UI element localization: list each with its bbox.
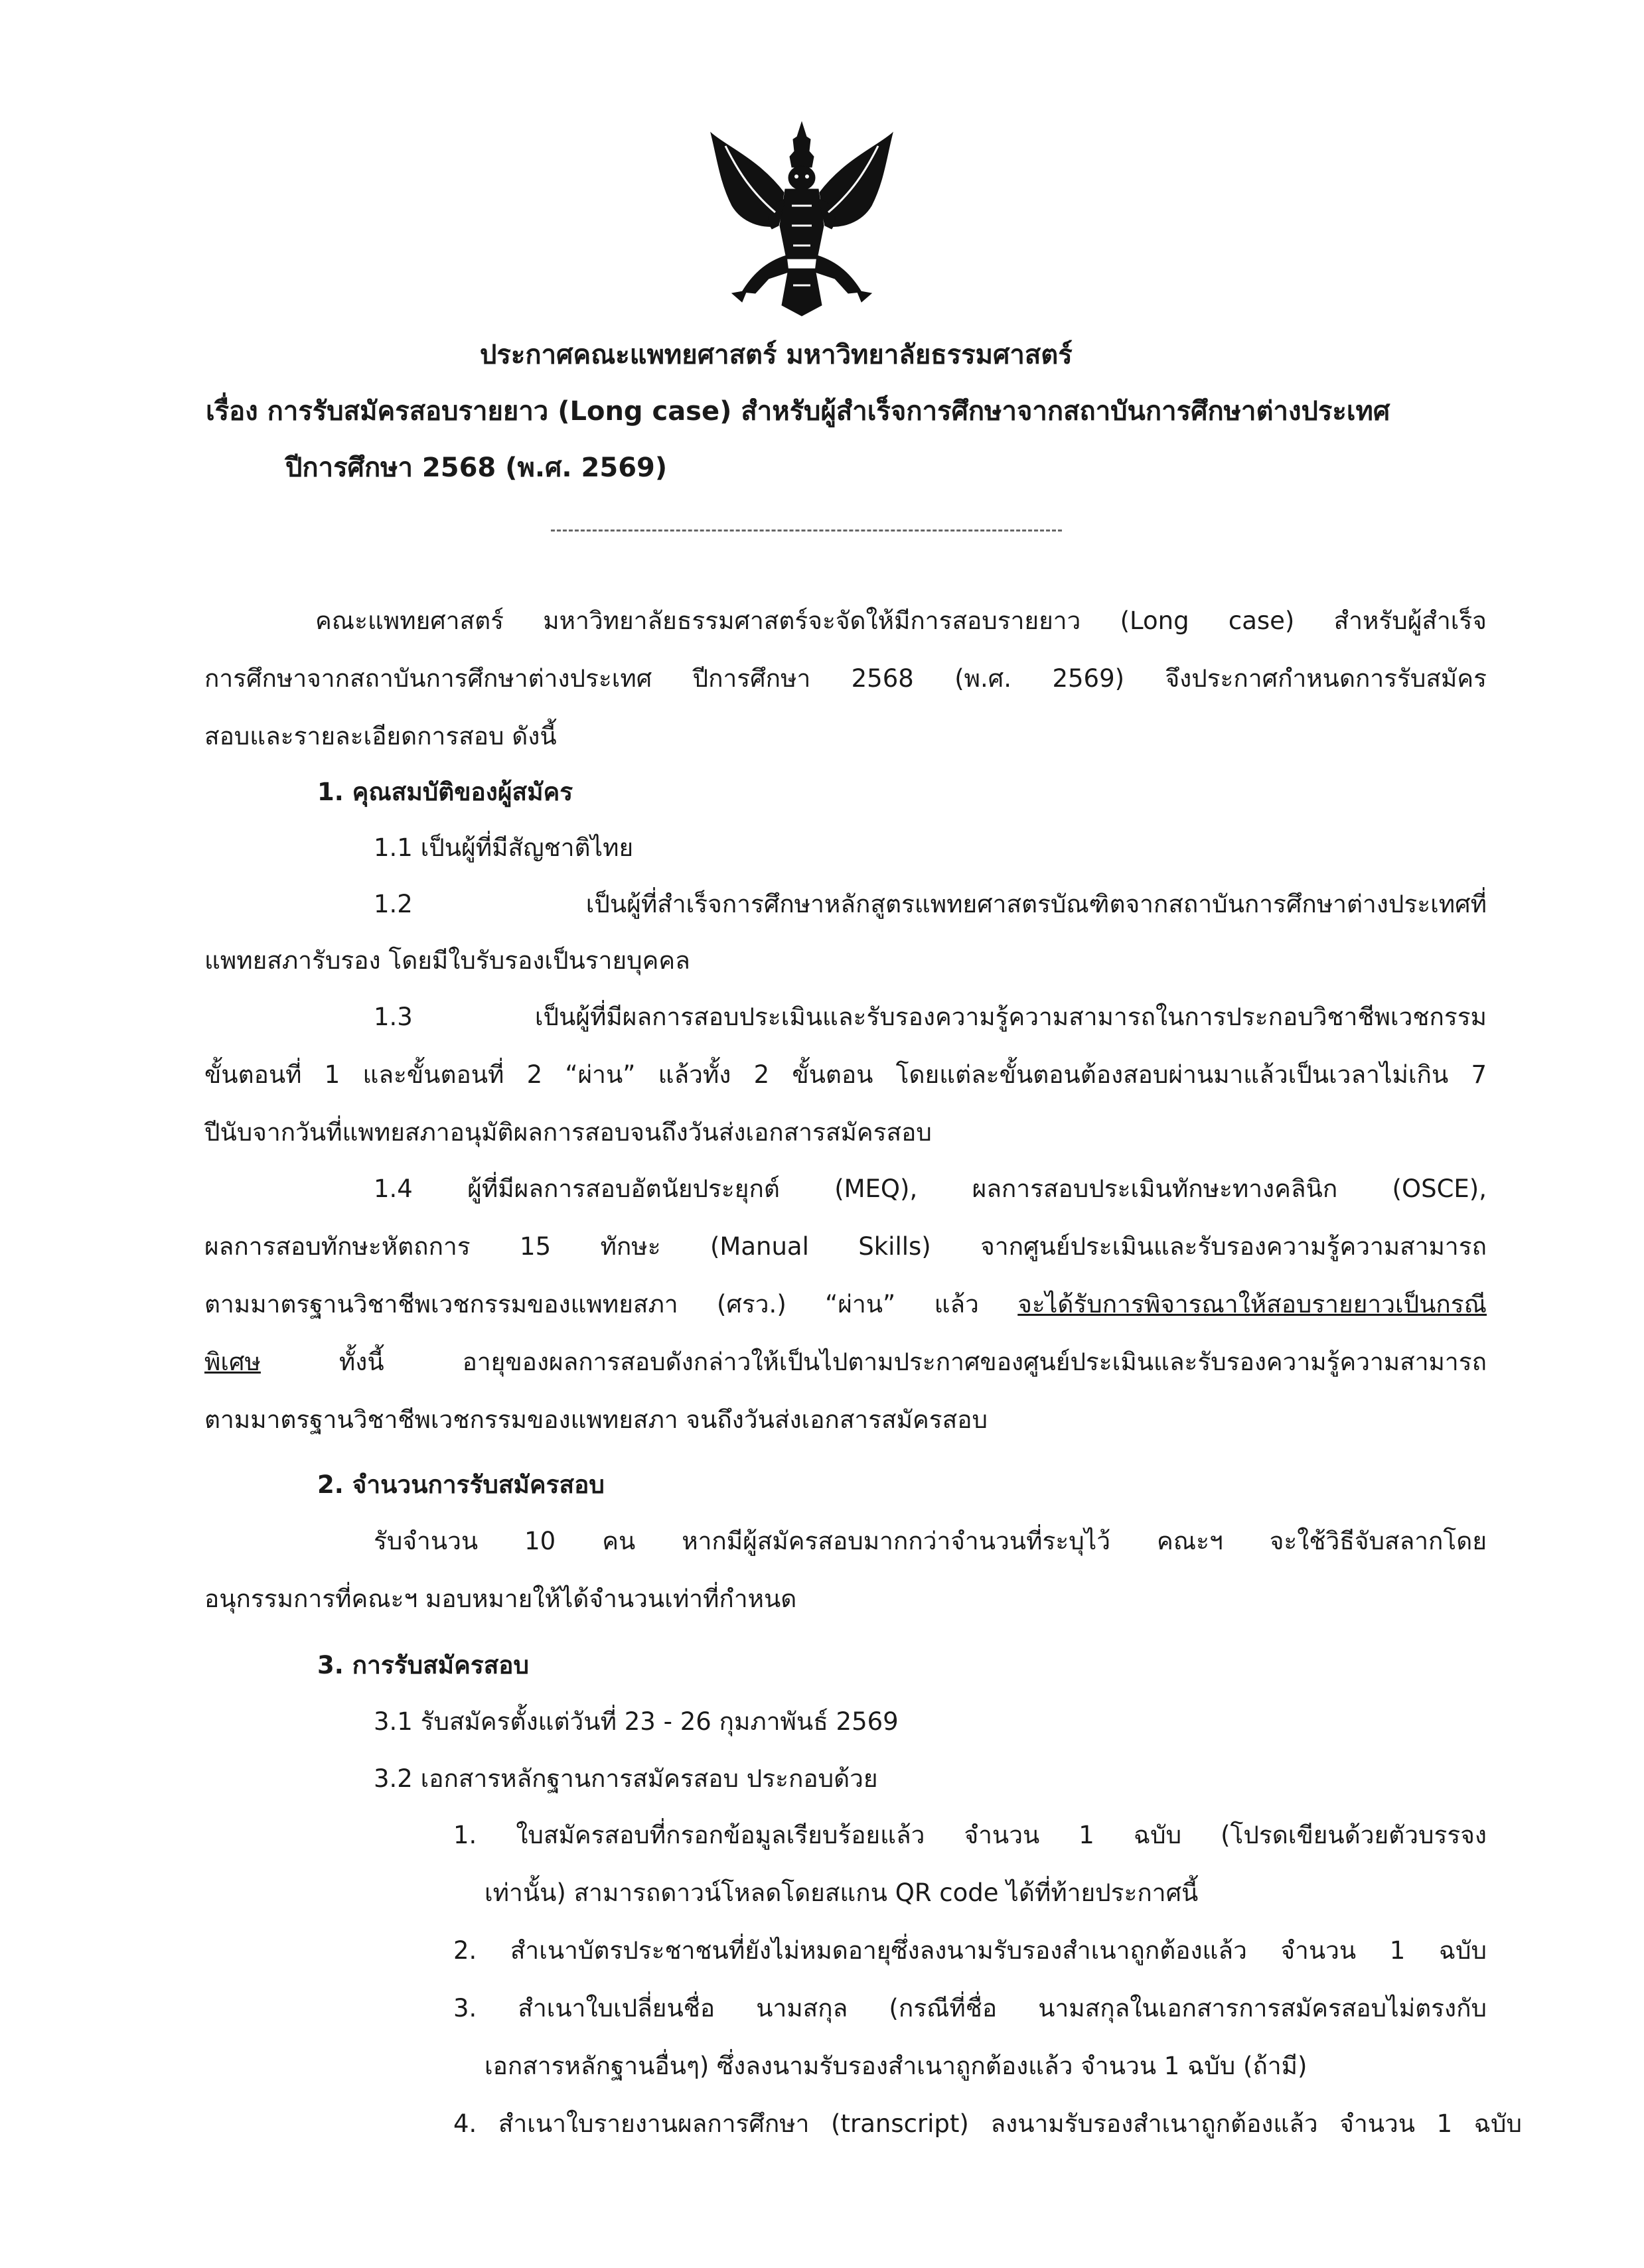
- document-item-1-cont: เท่านั้น) สามารถดาวน์โหลดโดยสแกน QR code ได้ที่ท้ายประกาศนี้: [485, 1878, 1199, 1907]
- item-1-2-line: 1.2 เป็นผู้ที่สำเร็จการศึกษาหลักสูตรแพทยศาสตรบัณฑิตจากสถาบันการศึกษาต่างประเทศที่: [374, 890, 1487, 918]
- item-3-2: 3.2 เอกสารหลักฐานการสมัครสอบ ประกอบด้วย: [374, 1764, 878, 1793]
- item-1-4-line: [204, 1286, 1487, 1323]
- item-1-2-line: แพทยสภารับรอง โดยมีใบรับรองเป็นรายบุคคล: [204, 946, 690, 975]
- announcement-subject: เรื่อง การรับสมัครสอบรายยาว (Long case) สำหรับผู้สำเร็จการศึกษาจากสถาบันการศึกษาต่างประเทศ: [206, 396, 1390, 427]
- intro-line: การศึกษาจากสถาบันการศึกษาต่างประเทศ ปีการศึกษา 2568 (พ.ศ. 2569) จึงประกาศกำหนดการรับสมัคร: [204, 664, 1487, 693]
- document-item-3: 3. สำเนาใบเปลี่ยนชื่อ นามสกุล (กรณีที่ชื่อ นามสกุลในเอกสารการสมัครสอบไม่ตรงกับ: [453, 1994, 1487, 2022]
- section-1-heading: 1. คุณสมบัติของผู้สมัคร: [317, 778, 573, 806]
- item-1-4-line: [204, 1344, 1487, 1381]
- section-3-heading: 3. การรับสมัครสอบ: [317, 1651, 529, 1679]
- item-3-1: 3.1 รับสมัครตั้งแต่วันที่ 23 - 26 กุมภาพันธ์ 2569: [374, 1707, 899, 1736]
- item-1-1: 1.1 เป็นผู้ที่มีสัญชาติไทย: [374, 833, 634, 862]
- document-item-1: 1. ใบสมัครสอบที่กรอกข้อมูลเรียบร้อยแล้ว จำนวน 1 ฉบับ (โปรดเขียนด้วยตัวบรรจง: [453, 1821, 1487, 1849]
- item-1-3-line: ปีนับจากวันที่แพทยสภาอนุมัติผลการสอบจนถึงวันส่งเอกสารสมัครสอบ: [204, 1118, 932, 1147]
- section-2-line: อนุกรรมการที่คณะฯ มอบหมายให้ได้จำนวนเท่าที่กำหนด: [204, 1585, 797, 1613]
- item-1-3-line: ขั้นตอนที่ 1 และขั้นตอนที่ 2 “ผ่าน” แล้วทั้ง 2 ขั้นตอน โดยแต่ละขั้นตอนต้องสอบผ่านมาแล้วเป็นเวลาไม่เกิน 7: [204, 1060, 1487, 1089]
- document-item-4: 4. สำเนาใบรายงานผลการศึกษา (transcript) ลงนามรับรองสำเนาถูกต้องแล้ว จำนวน 1 ฉบับ: [453, 2109, 1522, 2138]
- garuda-emblem-icon: [706, 119, 898, 319]
- document-item-3-cont: เอกสารหลักฐานอื่นๆ) ซึ่งลงนามรับรองสำเนาถูกต้องแล้ว จำนวน 1 ฉบับ (ถ้ามี): [485, 2052, 1308, 2080]
- item-1-4-line: 1.4 ผู้ที่มีผลการสอบอัตนัยประยุกต์ (MEQ), ผลการสอบประเมินทักษะทางคลินิก (OSCE),: [374, 1174, 1487, 1203]
- special-case-underlined-text: พิเศษ: [204, 1348, 261, 1376]
- intro-line: สอบและรายละเอียดการสอบ ดังนี้: [204, 722, 557, 750]
- item-1-4-text: ทั้งนี้ อายุของผลการสอบดังกล่าวให้เป็นไปตามประกาศของศูนย์ประเมินและรับรองความรู้ความสามารถ: [260, 1348, 1487, 1376]
- item-1-4-line: ตามมาตรฐานวิชาชีพเวชกรรมของแพทยสภา จนถึงวันส่งเอกสารสมัครสอบ: [204, 1405, 988, 1434]
- document-item-2: 2. สำเนาบัตรประชาชนที่ยังไม่หมดอายุซึ่งลงนามรับรองสำเนาถูกต้องแล้ว จำนวน 1 ฉบับ: [453, 1936, 1487, 1965]
- announcement-academic-year: ปีการศึกษา 2568 (พ.ศ. 2569): [285, 453, 668, 483]
- section-2-line: รับจำนวน 10 คน หากมีผู้สมัครสอบมากกว่าจำนวนที่ระบุไว้ คณะฯ จะใช้วิธีจับสลากโดย: [374, 1527, 1487, 1555]
- title-divider: [551, 530, 1062, 532]
- section-2-heading: 2. จำนวนการรับสมัครสอบ: [317, 1470, 605, 1499]
- item-1-4-text: ตามมาตรฐานวิชาชีพเวชกรรมของแพทยสภา (ศรว.) “ผ่าน” แล้ว: [204, 1290, 1018, 1318]
- announcement-title: ประกาศคณะแพทยศาสตร์ มหาวิทยาลัยธรรมศาสตร์: [480, 340, 1073, 370]
- special-case-underlined-text: จะได้รับการพิจารณาให้สอบรายยาวเป็นกรณี: [1017, 1290, 1487, 1318]
- item-1-4-line: ผลการสอบทักษะหัตถการ 15 ทักษะ (Manual Skills) จากศูนย์ประเมินและรับรองความรู้ความสามารถ: [204, 1232, 1487, 1261]
- intro-line: คณะแพทยศาสตร์ มหาวิทยาลัยธรรมศาสตร์จะจัดให้มีการสอบรายยาว (Long case) สำหรับผู้สำเร็จ: [315, 606, 1487, 635]
- item-1-3-line: 1.3 เป็นผู้ที่มีผลการสอบประเมินและรับรองความรู้ความสามารถในการประกอบวิชาชีพเวชกรรม: [374, 1003, 1487, 1031]
